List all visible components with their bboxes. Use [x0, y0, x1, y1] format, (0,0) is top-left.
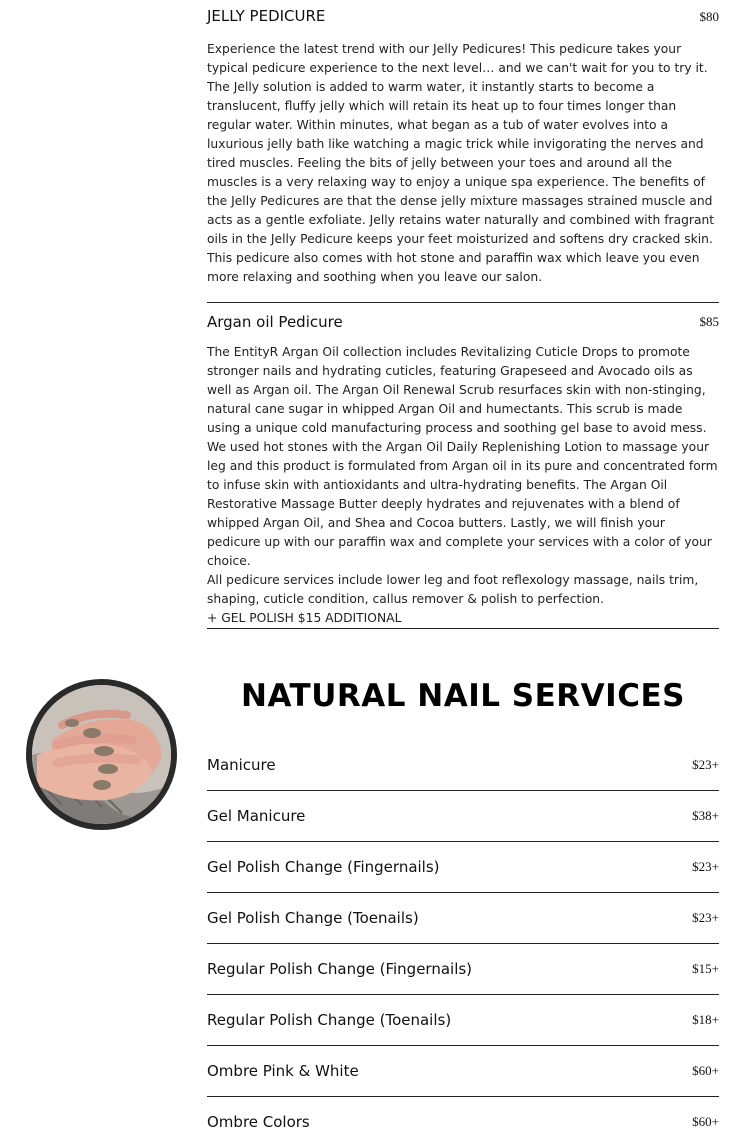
- list-item: [207, 893, 719, 944]
- service-name: Argan oil Pedicure: [207, 313, 343, 331]
- service-name: Gel Polish Change (Toenails): [207, 909, 419, 927]
- list-item: [207, 995, 719, 1046]
- list-item: [207, 842, 719, 893]
- list-item: [207, 944, 719, 995]
- service-name: Gel Polish Change (Fingernails): [207, 858, 440, 876]
- service-price: $80: [699, 9, 719, 24]
- service-name: Ombre Colors: [207, 1113, 310, 1131]
- service-name: Manicure: [207, 756, 276, 774]
- service-price: $85: [699, 314, 719, 329]
- service-price: $38+: [692, 808, 719, 823]
- pedicure-includes-note: All pedicure services include lower leg and foot reflexology massage, nails trim, shaping, cuticle condition, callus remover & polish to perfection.: [207, 573, 699, 606]
- divider: [207, 628, 719, 629]
- service-jelly-pedicure: [207, 0, 719, 303]
- gel-polish-addon: + GEL POLISH $15 ADDITIONAL: [207, 611, 402, 625]
- service-name: Gel Manicure: [207, 807, 306, 825]
- service-price: $23+: [692, 859, 719, 874]
- manicured-hands-icon: [32, 685, 171, 824]
- service-price: $60+: [692, 1114, 719, 1129]
- service-price: $23+: [692, 910, 719, 925]
- service-header: [207, 7, 719, 31]
- service-name: JELLY PEDICURE: [207, 7, 326, 25]
- section-title: NATURAL NAIL SERVICES: [241, 678, 685, 714]
- service-price: $18+: [692, 1012, 719, 1027]
- service-header: [207, 303, 719, 341]
- service-argan-oil-pedicure: [207, 303, 719, 629]
- list-item: [207, 1046, 719, 1097]
- service-name: Regular Polish Change (Fingernails): [207, 960, 473, 978]
- list-item: [207, 740, 719, 791]
- list-item: [207, 791, 719, 842]
- service-price: $23+: [692, 757, 719, 772]
- service-name: Regular Polish Change (Toenails): [207, 1011, 452, 1029]
- service-description: The EntityR Argan Oil collection includes Revitalizing Cuticle Drops to promote stronger nails and hydrating cuticles, featuring Grapeseed and Avocado oils as well as Argan oil. The Argan Oil Renewal Scrub resurfaces skin with non-stinging, natural cane sugar in whipped Argan Oil and humectants. This scrub is made using a unique cold manufacturing process and soothing gel base to avoid mess. We used hot stones with the Argan Oil Daily Replenishing Lotion to massage your leg and this product is formulated from Argan oil in its pure and concentrated form to infuse skin with antioxidants and ultra-hydrating benefits. The Argan Oil Restorative Massage Butter deeply hydrates and rejuvenates with a blend of whipped Argan Oil, and Shea and Cocoa butters. Lastly, we will finish your pedicure up with our paraffin wax and complete your services with a color of your choice.: [207, 345, 718, 568]
- manicured-hands-photo: [26, 679, 177, 830]
- service-name: Ombre Pink & White: [207, 1062, 359, 1080]
- list-item: [207, 1097, 719, 1147]
- natural-nail-services-list: [207, 740, 719, 1147]
- service-price: $60+: [692, 1063, 719, 1078]
- service-description: Experience the latest trend with our Jelly Pedicures! This pedicure takes your typical pedicure experience to the next level… and we can't wait for you to try it. The Jelly solution is added to warm water, it instantly starts to become a translucent, fluffy jelly which will retain its heat up to four times longer than regular water. Within minutes, what began as a tub of water evolves into a luxurious jelly bath like watching a magic trick while invigorating the nerves and tired muscles. Feeling the bits of jelly between your toes and around all the muscles is a very relaxing way to enjoy a unique spa experience. The benefits of the Jelly Pedicures are that the dense jelly mixture massages strained muscle and acts as a gentle exfoliate. Jelly retains water naturally and combined with fragrant oils in the Jelly Pedicure keeps your feet moisturized and softens dry cracked skin. This pedicure also comes with hot stone and paraffin wax which leave you even more relaxing and soothing when you leave our salon.: [207, 42, 715, 284]
- service-price: $15+: [692, 961, 719, 976]
- pedicure-services: [207, 0, 719, 629]
